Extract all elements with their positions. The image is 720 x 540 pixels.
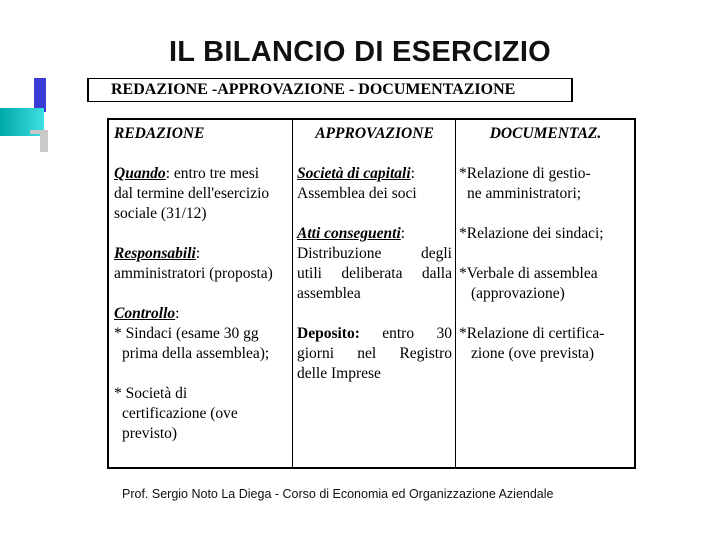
deposito-line: Deposito: entro 30 [297,325,452,342]
deposito-label: Deposito: [297,325,360,342]
quando-label: Quando [114,165,166,182]
doc-item-cont: ne amministratori; [467,185,582,202]
atti-line: Atti conseguenti: [297,225,406,242]
footer-credit: Prof. Sergio Noto La Diega - Corso di Economia ed Organizzazione Aziendale [122,487,554,501]
column-approvazione [293,120,456,467]
quando-line: Quando: entro tre mesi [114,165,260,182]
text-line: * Sindaci (esame 30 gg [114,325,259,342]
column-redazione [109,120,293,467]
controllo-label: Controllo [114,305,176,322]
text-line: utili deliberata dalla [297,265,452,282]
doc-item: *Relazione di certifica- [459,325,605,342]
atti-label: Atti conseguenti [297,225,401,242]
text-line: Distribuzione degli [297,245,452,262]
header-documentazione: DOCUMENTAZ. [489,125,602,142]
responsabili-line: Responsabili: [114,245,201,262]
doc-item: *Verbale di assemblea [459,265,598,282]
doc-item: *Relazione di gestio- [459,165,591,182]
controllo-line: Controllo: [114,305,180,322]
text-line: sociale (31/12) [114,205,207,222]
header-approvazione: APPROVAZIONE [315,125,434,142]
text-line: assemblea [297,285,361,302]
text-line: dal termine dell'esercizio [114,185,270,202]
content-table [107,118,636,469]
subtitle: REDAZIONE -APPROVAZIONE - DOCUMENTAZIONE [111,81,516,98]
text-line: certificazione (ove [122,405,238,422]
text-line: amministratori (proposta) [114,265,273,282]
doc-item-cont: zione (ove prevista) [471,345,595,362]
text-line: Assemblea dei soci [297,185,417,202]
text-line: previsto) [122,425,178,442]
responsabili-label: Responsabili [114,245,196,262]
text-line: * Società di [114,385,188,402]
column-documentazione [456,120,634,467]
text-line: giorni nel Registro [297,345,452,362]
page-title: IL BILANCIO DI ESERCIZIO [168,36,552,68]
doc-item: *Relazione dei sindaci; [459,225,604,242]
doc-item-cont: (approvazione) [471,285,565,302]
header-redazione: REDAZIONE [114,125,205,142]
decorative-gray-tick [30,130,48,134]
decorative-blue-bar [34,78,46,112]
societa-label: Società di capitali [297,165,411,182]
text-line: delle Imprese [297,365,381,382]
societa-line: Società di capitali: [297,165,415,182]
text-line: prima della assemblea); [122,345,270,362]
subtitle-box [87,78,573,102]
